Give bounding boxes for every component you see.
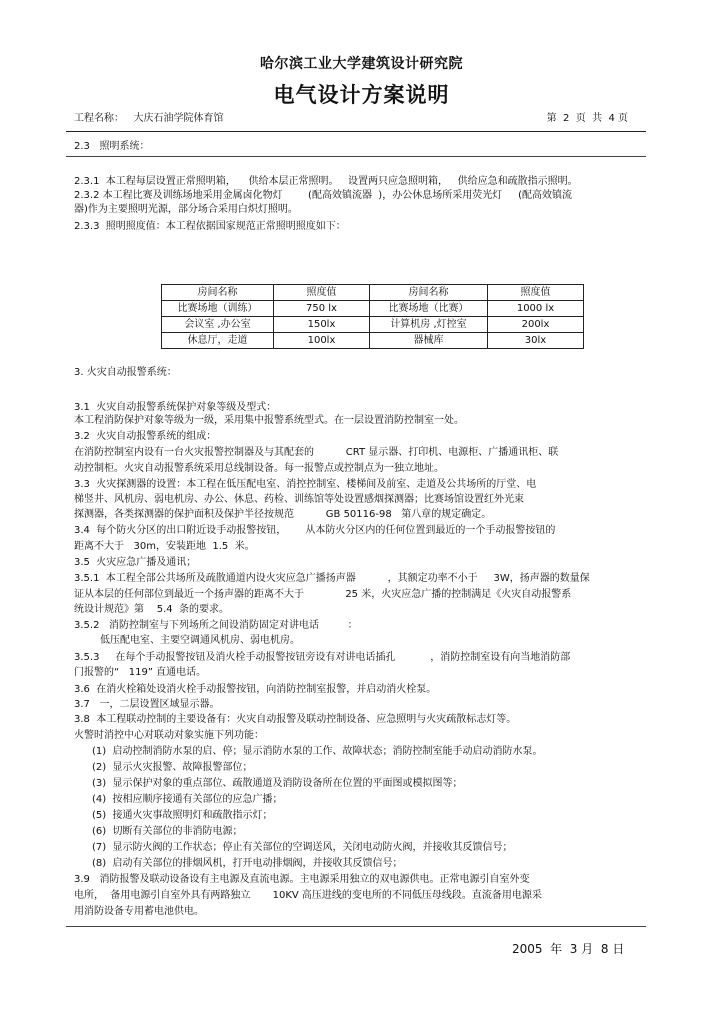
table-row xyxy=(162,301,584,317)
table-cell: 750 lx xyxy=(274,301,370,317)
function-item: (7) 显示防火阀的工作状态；停止有关部位的空调送风，关闭电动防火阀，并接收其反馈信号； xyxy=(92,842,513,853)
page-number: 第 2 页 共 4 页 xyxy=(546,113,628,124)
function-item: (4) 按相应顺序接通有关部位的应急广播； xyxy=(92,794,283,805)
table-header-cell: 房间名称 xyxy=(162,285,274,301)
text-line: 距离不大于 30m，安装距地 1.5 米。 xyxy=(74,541,255,552)
table-cell: 比赛场地（比赛） xyxy=(370,301,488,317)
table-cell: 比赛场地（训练） xyxy=(162,301,274,317)
text-line: 器)作为主要照明光源，部分场合采用白炽灯照明。 xyxy=(74,204,298,215)
project-label: 工程名称： xyxy=(74,113,124,124)
text-line: 动控制柜。火灾自动报警系统采用总线制设备。每一报警点或控制点为一独立地址。 xyxy=(74,463,444,474)
table-header-cell: 照度值 xyxy=(274,285,370,301)
text-line: 3.1 火灾自动报警系统保护对象等级及型式： xyxy=(74,402,277,413)
document-date: 2005 年 3 月 8 日 xyxy=(512,942,625,956)
text-line: 3.9 消防报警及联动设备设有主电源及直流电源。主电源采用独立的双电源供电。正常电源引自室外变 xyxy=(74,874,530,885)
text-line: 3.8 本工程联动控制的主要设备有：火灾自动报警及联动控制设备、应急照明与火灾疏散标志灯等。 xyxy=(74,714,517,725)
text-line: 火警时消控中心对联动对象实施下列功能： xyxy=(74,730,264,741)
text-line: 2.3.2 本工程比赛及训练场地采用金属卤化物灯 (配高效镇流器 )，办公休息场所采用荧光灯 (配高效镇流 xyxy=(74,190,573,201)
text-line: 3.5.1 本工程全部公共场所及疏散通道内设火灾应急广播扬声器 ，其额定功率不小于 3W，扬声器的数量保 xyxy=(74,573,590,584)
table-header-cell: 照度值 xyxy=(488,285,584,301)
table-cell: 100lx xyxy=(274,333,370,349)
section-heading: 2.3 照明系统： xyxy=(74,141,150,152)
function-item: (1) 启动控制消防水泵的启、停；显示消防水泵的工作、故障状态；消防控制室能手动启动消防水泵。 xyxy=(92,746,543,757)
text-line: 本工程消防保护对象等级为一级，采用集中报警系统型式。在一层设置消防控制室一处。 xyxy=(74,415,464,426)
text-line: 低压配电室、主要空调通风机房、弱电机房。 xyxy=(100,635,300,646)
text-line: 3.3 火灾探测器的设置：本工程在低压配电室、消控控制室、楼梯间及前室、走道及公共场所的厅堂、电 xyxy=(74,479,537,490)
table-cell: 1000 lx xyxy=(488,301,584,317)
illuminance-table xyxy=(161,284,584,349)
table-cell: 150lx xyxy=(274,317,370,333)
text-line: 2.3.3 照明照度值：本工程依据国家规范正常照明照度如下： xyxy=(74,221,346,232)
table-cell: 计算机房 ,灯控室 xyxy=(370,317,488,333)
text-line: 3.4 每个防火分区的出口附近设手动报警按钮， 从本防火分区内的任何位置到最近的一个手动报警按钮的 xyxy=(74,525,556,536)
function-item: (6) 切断有关部位的非消防电源； xyxy=(92,826,243,837)
project-name-field xyxy=(74,111,224,127)
header-rule xyxy=(66,131,646,132)
text-line: 3.6 在消火栓箱处设消火栓手动报警按钮，向消防控制室报警，并启动消火栓泵。 xyxy=(74,684,437,695)
footer-rule xyxy=(66,926,646,927)
text-line: 门报警的“ 119” 直通电话。 xyxy=(74,667,207,678)
text-line: 3.5.2 消防控制室与下列场所之间设消防固定对讲电话 ： xyxy=(74,620,358,631)
table-cell: 休息厅，走道 xyxy=(162,333,274,349)
table-header-row xyxy=(162,285,584,301)
project-info-row xyxy=(74,111,628,127)
text-line: 探测器，各类探测器的保护面积及保护半径按规范 GB 50116-98 第八章的规定确定。 xyxy=(74,509,492,520)
text-line: 梯竖井、风机房、弱电机房、办公、休息、药检、训练馆等处设置感烟探测器；比赛场馆设置红外光束 xyxy=(74,494,524,505)
text-line: 用消防设备专用蓄电池供电。 xyxy=(74,906,204,917)
table-header-cell: 房间名称 xyxy=(370,285,488,301)
text-line: 2.3.1 本工程每层设置正常照明箱， 供给本层正常照明。 设置两只应急照明箱， 供给应急和疏散指示照明。 xyxy=(74,176,578,187)
document-title: 电气设计方案说明 xyxy=(273,83,450,107)
table-cell: 会议室 ,办公室 xyxy=(162,317,274,333)
section-heading: 3. 火灾自动报警系统： xyxy=(74,367,177,378)
organization-name: 哈尔滨工业大学建筑设计研究院 xyxy=(260,56,463,72)
function-item: (8) 启动有关部位的排烟风机，打开电动排烟阀，并接收其反馈信号； xyxy=(92,858,403,869)
text-line: 3.5 火灾应急广播及通讯； xyxy=(74,557,197,568)
text-line: 3.7 一，二层设置区域显示器。 xyxy=(74,699,220,710)
table-cell: 30lx xyxy=(488,333,584,349)
section-rule xyxy=(66,156,646,157)
function-item: (3) 显示保护对象的重点部位、疏散通道及消防设备所在位置的平面图或模拟图等； xyxy=(92,778,463,789)
text-line: 3.2 火灾自动报警系统的组成： xyxy=(74,431,217,442)
table-cell: 200lx xyxy=(488,317,584,333)
table-cell: 器械库 xyxy=(370,333,488,349)
table-row xyxy=(162,317,584,333)
text-line: 证从本层的任何部位到最近一个扬声器的距离不大于 25 米，火灾应急广播的控制满足《火灾自动报警系 xyxy=(74,589,572,600)
text-line: 在消防控制室内设有一台火灾报警控制器及与其配套的 CRT 显示器、打印机、电源柜、广播通讯柜、联 xyxy=(74,447,559,458)
function-item: (5) 接通火灾事故照明灯和疏散指示灯； xyxy=(92,810,273,821)
table-row xyxy=(162,333,584,349)
text-line: 统设计规范》第 5.4 条的要求。 xyxy=(74,604,229,615)
text-line: 电所， 备用电源引自室外具有两路独立 10KV 高压进线的变电所的不同低压母线段。直流备用电源采 xyxy=(74,890,542,901)
function-item: (2) 显示火灾报警、故障报警部位； xyxy=(92,762,253,773)
project-name: 大庆石油学院体育馆 xyxy=(133,113,224,124)
text-line: 3.5.3 在每个手动报警按钮及消火栓手动报警按钮旁设有对讲电话插孔 ，消防控制室设有向当地消防部 xyxy=(74,652,571,663)
